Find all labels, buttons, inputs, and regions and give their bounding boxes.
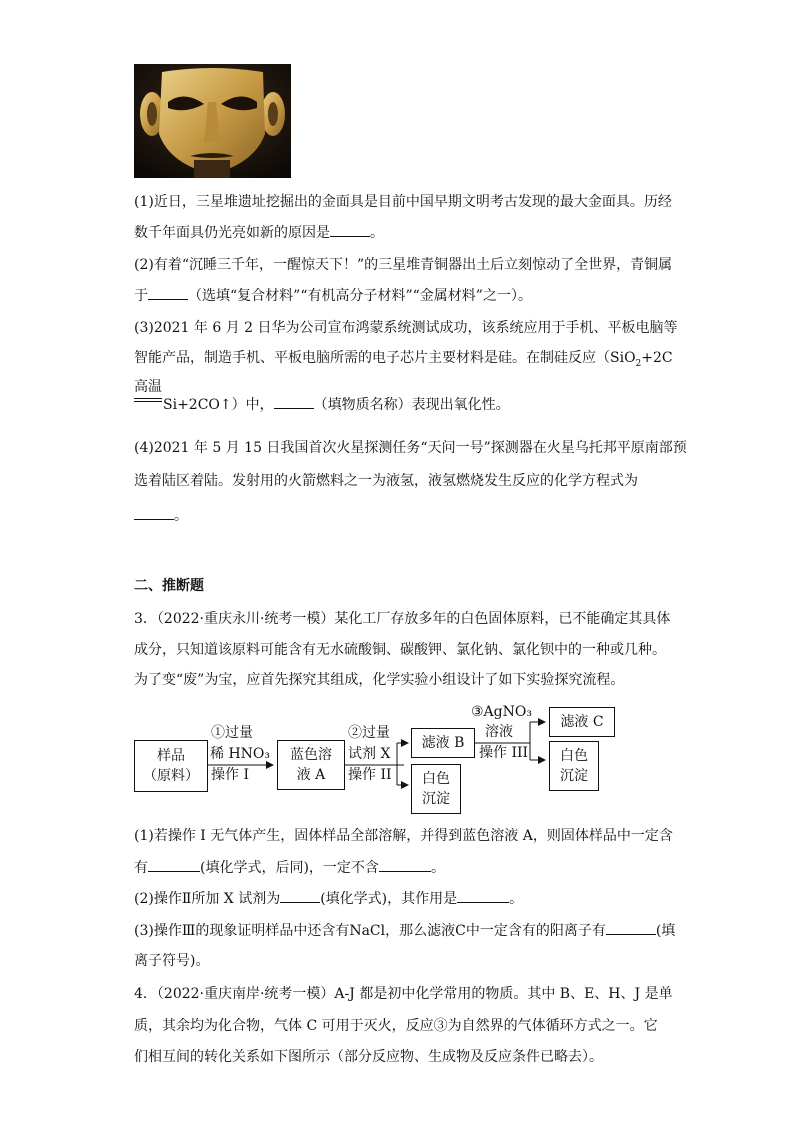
white-precipitate-box: 白色 沉淀 [411,764,461,814]
step1-label-3: 操作 I [211,767,249,783]
q3-line1: 3．（2022·重庆永川·统考一模）某化工厂存放多年的白色固体原料，已不能确定其具体 [134,611,671,627]
q3-line2: 成分，只知道该原料可能含有无水硫酸铜、碳酸钾、氯化钠、氯化钡中的一种或几种。 [134,642,666,658]
q2-part3-line3: Si+2CO↑）中， （填物质名称）表现出氧化性。 [163,394,510,415]
step2-label-1: ②过量 [348,725,390,741]
step3-label-3: 操作 III [479,745,529,761]
answer-blank[interactable] [457,888,509,903]
white-precipitate-box-2: 白色 沉淀 [549,741,599,791]
q2-part3-line1: (3)2021 年 6 月 2 日华为公司宣布鸿蒙系统测试成功，该系统应用于手机、平板电脑等 [134,320,678,336]
section-title: 二、推断题 [134,578,204,594]
blue-solution-a-box: 蓝色溶 液 A [277,740,345,790]
q2-part1-line2: 数千年面具仍光亮如新的原因是 。 [134,222,384,243]
q2-part4-line2: 选着陆区着陆。发射用的火箭燃料之一为液氢，液氢燃烧发生反应的化学方程式为 [134,473,638,489]
q4-line2: 质，其余均为化合物，气体 C 可用于灭火，反应③为自然界的气体循环方式之一。它 [134,1018,658,1034]
q2-part2-line2: 于 （选填“复合材料”“有机高分子材料”“金属材料”之一）。 [134,285,532,306]
q2-part4-line3: 。 [134,505,188,526]
q3-sub1-line2: 有 (填化学式，后同)，一定不含 。 [134,857,445,878]
step2-label-2: 试剂 X [348,746,391,762]
filtrate-c-box: 滤液 C [549,707,615,737]
filtrate-b-box: 滤液 B [411,728,475,758]
answer-blank[interactable] [379,857,431,872]
step3-label-2: 溶液 [485,724,513,740]
q3-sub3-line1: (3)操作Ⅲ的现象证明样品中还含有NaCl，那么滤液C中一定含有的阳离子有 (填 [134,920,675,941]
q2-part2-line1: (2)有着“沉睡三千年，一醒惊天下！”的三星堆青铜器出土后立刻惊动了全世界，青铜属 [134,257,673,273]
q3-sub1-line1: (1)若操作 I 无气体产生，固体样品全部溶解，并得到蓝色溶液 A，则固体样品中一定含 [134,828,673,844]
q2-part3-line2: 智能产品，制造手机、平板电脑所需的电子芯片主要材料是硅。在制硅反应（SiO$_2$+2C [134,350,673,369]
q2-part4-line1: (4)2021 年 5 月 15 日我国首次火星探测任务“天问一号”探测器在火星乌托邦平原南部预 [134,440,687,456]
sample-box: 样品 （原料） [134,740,208,792]
q3-sub2: (2)操作Ⅱ所加 X 试剂为 (填化学式)，其作用是 。 [134,888,523,909]
answer-blank[interactable] [606,920,656,935]
q3-sub3-line2: 离子符号)。 [134,953,210,969]
q2-part1-line1: (1)近日，三星堆遗址挖掘出的金面具是目前中国早期文明考古发现的最大金面具。历经 [134,194,672,210]
reaction-condition: 高温 [134,379,162,395]
q4-line3: 们相互间的转化关系如下图所示（部分反应物、生成物及反应条件已略去）。 [134,1049,603,1065]
answer-blank[interactable] [148,857,200,872]
step1-label-2: 稀 HNO₃ [210,746,270,762]
step2-label-3: 操作 II [348,767,392,783]
answer-blank[interactable] [280,888,320,903]
step3-label-1: ③AgNO₃ [471,704,532,720]
step1-label-1: ①过量 [211,725,253,741]
q3-line3: 为了变“废”为宝，应首先探究其组成，化学实验小组设计了如下实验探究流程。 [134,672,625,688]
q4-line1: 4．（2022·重庆南岸·统考一模）A-J 都是初中化学常用的物质。其中 B、E、H、J 是单 [134,986,673,1002]
